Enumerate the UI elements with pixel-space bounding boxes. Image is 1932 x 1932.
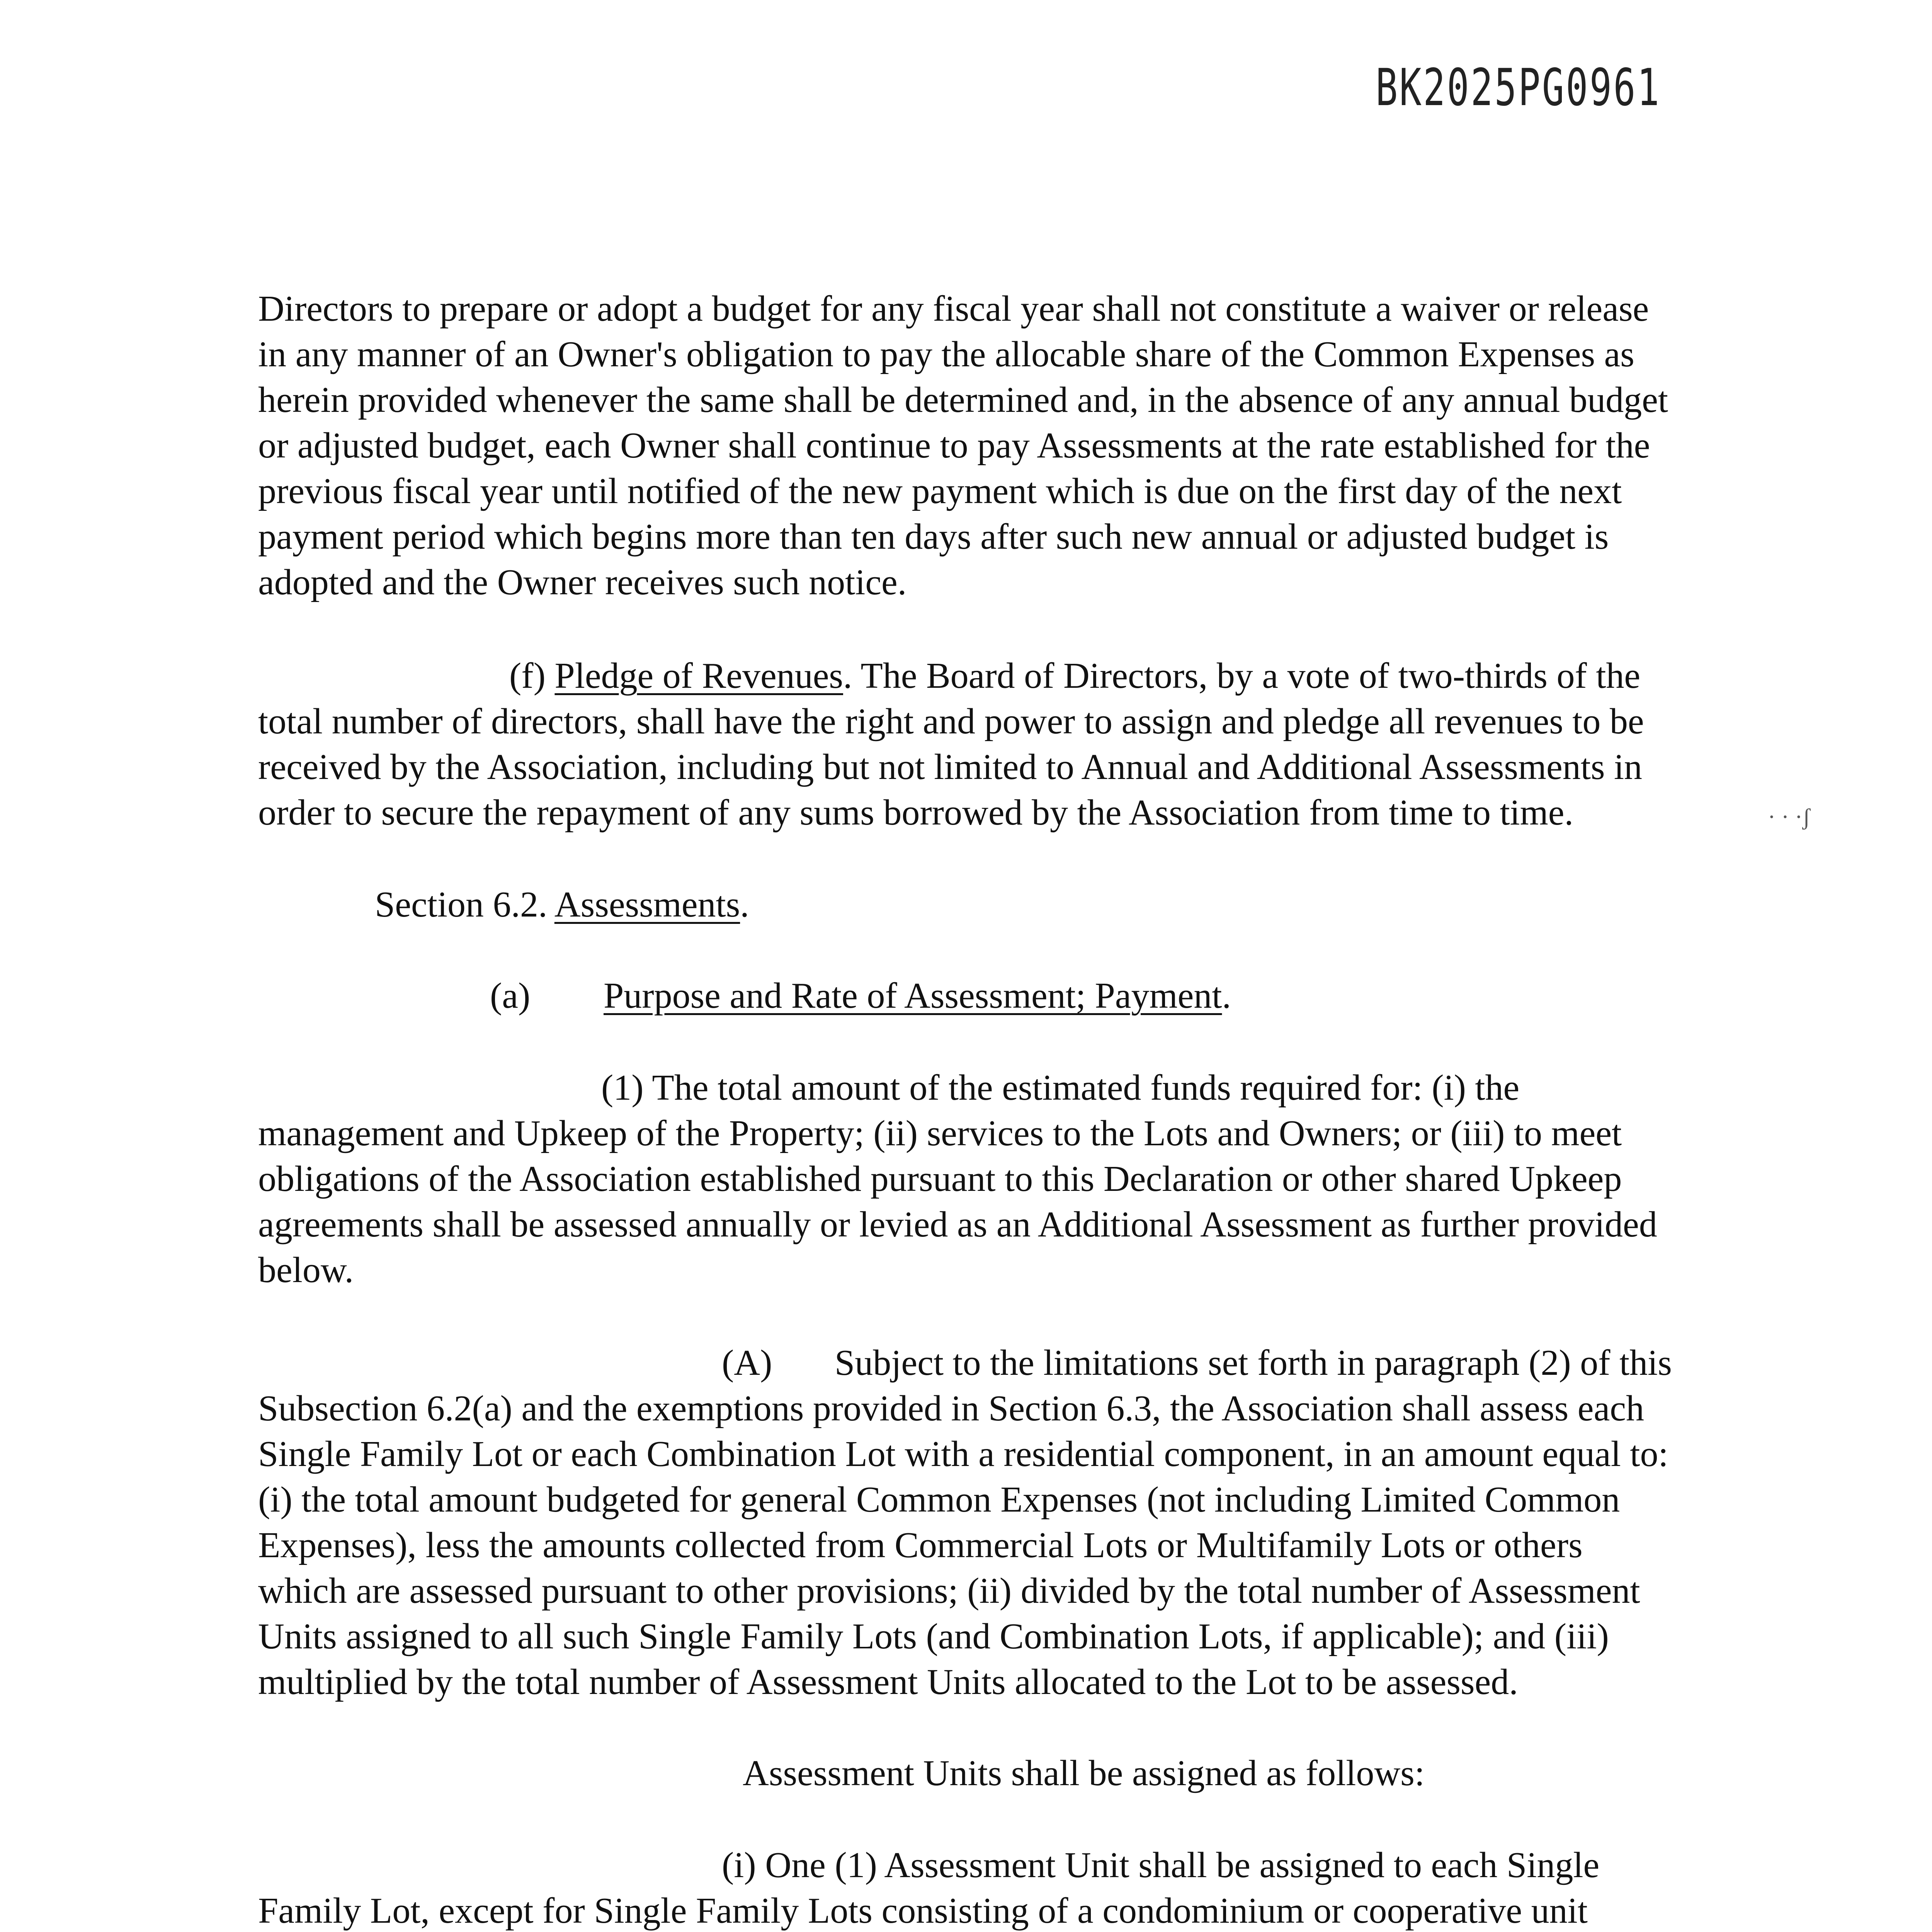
text-line: Units assigned to all such Single Family Lots (and Combination Lots, if applicable); and (iii) xyxy=(258,1616,1609,1656)
para-A-label: (A) xyxy=(722,1343,772,1383)
text-line: agreements shall be assessed annually or levied as an Additional Assessment as further provided xyxy=(258,1204,1657,1245)
pledge-line-text: . The Board of Directors, by a vote of two-thirds of the xyxy=(843,656,1641,696)
text-line: adopted and the Owner receives such notice. xyxy=(258,562,907,602)
subsection-heading xyxy=(604,973,1932,1019)
text-line: obligations of the Association established pursuant to this Declaration or other shared Upkeep xyxy=(258,1159,1622,1199)
text-line: Subject to the limitations set forth in paragraph (2) of this xyxy=(835,1343,1672,1383)
section-suffix: . xyxy=(740,884,749,925)
text-line: (1) The total amount of the estimated funds required for: (i) the xyxy=(601,1068,1520,1108)
text-line: Family Lot, except for Single Family Lots consisting of a condominium or cooperative unit xyxy=(258,1891,1588,1931)
section-prefix: Section 6.2. xyxy=(375,884,554,925)
text-line: below. xyxy=(258,1250,354,1290)
subsection-title: Purpose and Rate of Assessment; Payment xyxy=(604,976,1222,1016)
pledge-heading: Pledge of Revenues xyxy=(554,656,844,696)
section-heading xyxy=(375,882,1920,927)
text-line: which are assessed pursuant to other provisions; (ii) divided by the total number of Assessment xyxy=(258,1571,1640,1611)
pledge-first-line xyxy=(509,653,1932,699)
margin-mark: · · ·ʃ xyxy=(1768,804,1810,830)
text-line: management and Upkeep of the Property; (ii) services to the Lots and Owners; or (iii) to meet xyxy=(258,1113,1622,1153)
text-line: (i) One (1) Assessment Unit shall be assigned to each Single xyxy=(722,1845,1600,1885)
text-line: multiplied by the total number of Assessment Units allocated to the Lot to be assessed. xyxy=(258,1662,1518,1702)
text-line: payment period which begins more than ten days after such new annual or adjusted budget is xyxy=(258,517,1609,557)
assessment-units-intro: Assessment Units shall be assigned as follows: xyxy=(743,1753,1425,1793)
subsection-label: (a) xyxy=(490,976,531,1016)
pledge-prefix: (f) xyxy=(509,656,555,696)
book-page-stamp: BK2025PG0961 xyxy=(1376,58,1661,117)
text-line: herein provided whenever the same shall be determined and, in the absence of any annual budget xyxy=(258,380,1668,420)
text-line: Single Family Lot or each Combination Lot with a residential component, in an amount equal to: xyxy=(258,1434,1668,1474)
text-line: total number of directors, shall have the right and power to assign and pledge all revenues to be xyxy=(258,701,1644,742)
text-line: received by the Association, including but not limited to Annual and Additional Assessments in xyxy=(258,747,1643,787)
text-line: in any manner of an Owner's obligation to pay the allocable share of the Common Expenses as xyxy=(258,334,1634,374)
text-line: previous fiscal year until notified of the new payment which is due on the first day of the next xyxy=(258,471,1622,511)
text-line: or adjusted budget, each Owner shall continue to pay Assessments at the rate established for the xyxy=(258,425,1650,466)
text-line: (i) the total amount budgeted for general Common Expenses (not including Limited Common xyxy=(258,1480,1620,1520)
text-line: order to secure the repayment of any sums borrowed by the Association from time to time. xyxy=(258,793,1574,833)
text-line: Directors to prepare or adopt a budget for any fiscal year shall not constitute a waiver or release xyxy=(258,289,1649,329)
text-line: Subsection 6.2(a) and the exemptions provided in Section 6.3, the Association shall assess each xyxy=(258,1388,1644,1429)
section-title: Assessments xyxy=(554,884,740,925)
text-line: Expenses), less the amounts collected from Commercial Lots or Multifamily Lots or others xyxy=(258,1525,1583,1565)
subsection-suffix: . xyxy=(1222,976,1231,1016)
